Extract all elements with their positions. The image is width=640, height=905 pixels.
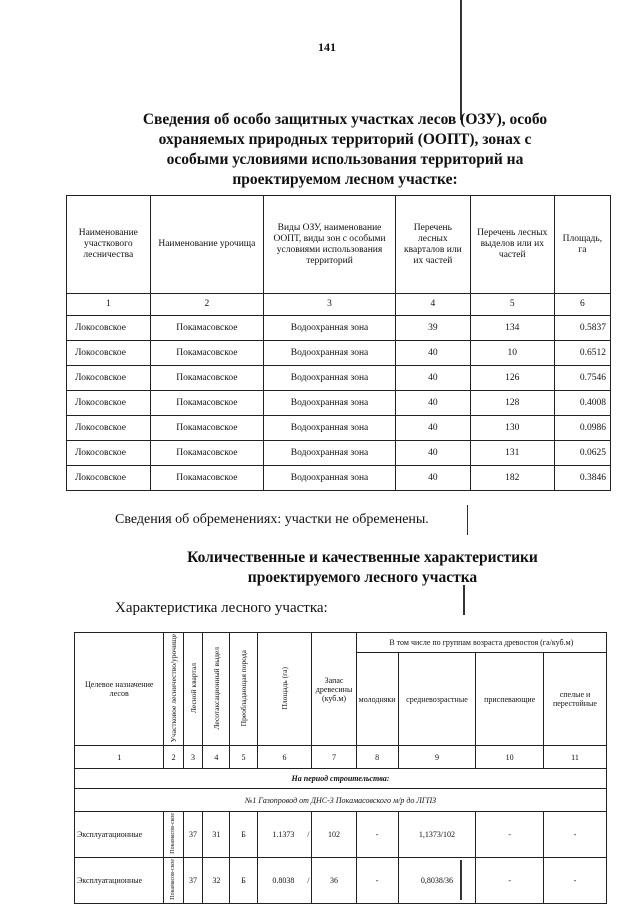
header-stock: Запас древесины (куб.м) — [312, 633, 356, 746]
cell-zone: Водоохранная зона — [264, 416, 396, 441]
protected-areas-table — [66, 195, 611, 491]
header-district: Участковое лесничество/урочище — [169, 634, 179, 743]
table-row — [67, 416, 611, 441]
table-row — [67, 366, 611, 391]
cell-district: Локосовское — [67, 391, 151, 416]
cell-young: - — [356, 812, 398, 858]
title-characteristics: Количественные и качественные характеристики проектируемого лесного участка — [187, 549, 538, 586]
encumbrance-note: Сведения об обременениях: участки не обременены. — [115, 512, 429, 527]
cell-area: 0.5837 — [554, 316, 610, 341]
table-row — [75, 858, 607, 904]
table-row — [67, 466, 611, 491]
cell-vydel: 128 — [470, 391, 554, 416]
col-number: 10 — [476, 746, 544, 769]
cell-middle: 0,8038/36 — [398, 858, 476, 904]
cell-mature: - — [543, 858, 606, 904]
header-vydel: Лесотаксационный выдел — [211, 646, 221, 730]
cell-tract: Покамасовское — [150, 466, 263, 491]
header-vydel: Перечень лесных выделов или их частей — [470, 196, 554, 294]
header-zone-type: Виды ОЗУ, наименование ООПТ, виды зон с особыми условиями использования территорий — [264, 196, 396, 294]
cell-district: Локосовское — [67, 416, 151, 441]
cell-area-sep: / — [307, 830, 310, 840]
cell-zone: Водоохранная зона — [264, 466, 396, 491]
cell-tract: Покамасовское — [150, 341, 263, 366]
cell-area: 0.4008 — [554, 391, 610, 416]
header-tract: Наименование урочища — [150, 196, 263, 294]
col-number: 4 — [203, 746, 230, 769]
cell-stock: 102 — [312, 812, 356, 858]
cell-tract: Покамасовское — [150, 366, 263, 391]
cell-kvartal: 37 — [183, 858, 202, 904]
cell-area-value: 0.8038 — [272, 875, 295, 885]
cell-vydel: 126 — [470, 366, 554, 391]
cell-district: Локосовское — [67, 366, 151, 391]
cell-vydel: 131 — [470, 441, 554, 466]
col-number: 5 — [230, 746, 257, 769]
header-age-groups: В том числе по группам возраста древостоя (га/куб.м) — [356, 633, 606, 653]
table-row — [67, 391, 611, 416]
cell-kvartal: 40 — [395, 341, 470, 366]
cell-vydel: 130 — [470, 416, 554, 441]
header-young: молодняки — [356, 652, 398, 745]
col-number: 1 — [67, 294, 151, 316]
cell-kvartal: 39 — [395, 316, 470, 341]
cell-young: - — [356, 858, 398, 904]
cell-area-value: 1.1373 — [272, 830, 295, 840]
col-number: 6 — [554, 294, 610, 316]
table-row — [67, 316, 611, 341]
scan-margin-line — [463, 585, 465, 615]
cell-breed: Б — [230, 812, 257, 858]
cell-vydel: 31 — [203, 812, 230, 858]
col-number: 8 — [356, 746, 398, 769]
cell-district: Покамасов-ское — [170, 859, 177, 900]
cell-area — [257, 812, 312, 858]
scan-margin-line — [460, 0, 462, 120]
col-number: 5 — [470, 294, 554, 316]
cell-tract: Покамасовское — [150, 416, 263, 441]
table-row — [75, 812, 607, 858]
cell-district: Локосовское — [67, 466, 151, 491]
cell-zone: Водоохранная зона — [264, 316, 396, 341]
col-number: 6 — [257, 746, 312, 769]
header-area: Площадь (га) — [280, 666, 289, 710]
cell-kvartal: 40 — [395, 416, 470, 441]
forest-plot-table — [74, 632, 607, 904]
header-area: Площадь, га — [554, 196, 610, 294]
characteristics-heading: Характеристика лесного участка: — [115, 600, 328, 616]
col-number: 4 — [395, 294, 470, 316]
cell-area: 0.7546 — [554, 366, 610, 391]
period-row: На период строительства: — [75, 769, 607, 789]
cell-district: Локосовское — [67, 441, 151, 466]
cell-area: 0.3846 — [554, 466, 610, 491]
page-number: 141 — [318, 40, 336, 54]
cell-kvartal: 37 — [183, 812, 202, 858]
cell-ripening: - — [476, 858, 544, 904]
cell-district: Локосовское — [67, 316, 151, 341]
header-breed: Преобладающая порода — [238, 650, 248, 727]
cell-mature: - — [543, 812, 606, 858]
header-mature: спелые и перестойные — [543, 652, 606, 745]
cell-area: 0.6512 — [554, 341, 610, 366]
col-number: 1 — [75, 746, 164, 769]
col-number: 7 — [312, 746, 356, 769]
cell-purpose: Эксплуатационные — [75, 812, 164, 858]
cell-stock: 36 — [312, 858, 356, 904]
scan-margin-line — [467, 505, 468, 535]
cell-vydel: 10 — [470, 341, 554, 366]
header-kvartal: Лесной квартал — [188, 663, 198, 714]
object-row: №1 Газопровод от ДНС-3 Покамасовского м/р до ЛГПЗ — [75, 789, 607, 812]
cell-vydel: 32 — [203, 858, 230, 904]
cell-middle: 1,1373/102 — [398, 812, 476, 858]
col-number: 2 — [150, 294, 263, 316]
cell-breed: Б — [230, 858, 257, 904]
cell-vydel: 134 — [470, 316, 554, 341]
header-kvartal: Перечень лесных кварталов или их частей — [395, 196, 470, 294]
table-row — [67, 341, 611, 366]
header-purpose: Целевое назначение лесов — [75, 633, 164, 746]
col-number: 3 — [264, 294, 396, 316]
cell-kvartal: 40 — [395, 391, 470, 416]
cell-district: Покамасов-ское — [170, 813, 177, 855]
col-number: 9 — [398, 746, 476, 769]
cell-tract: Покамасовское — [150, 391, 263, 416]
cell-area — [257, 858, 312, 904]
table-row — [67, 441, 611, 466]
col-number: 11 — [543, 746, 606, 769]
cell-vydel: 182 — [470, 466, 554, 491]
cell-area-sep: / — [307, 875, 310, 885]
col-number: 2 — [164, 746, 183, 769]
cell-tract: Покамасовское — [150, 316, 263, 341]
cell-tract: Покамасовское — [150, 441, 263, 466]
cell-district: Локосовское — [67, 341, 151, 366]
cell-zone: Водоохранная зона — [264, 391, 396, 416]
cell-kvartal: 40 — [395, 441, 470, 466]
cell-area: 0.0625 — [554, 441, 610, 466]
cell-purpose: Эксплуатационные — [75, 858, 164, 904]
header-district: Наименование участкового лесничества — [67, 196, 151, 294]
cell-kvartal: 40 — [395, 466, 470, 491]
title-protected-areas: Сведения об особо защитных участках лесов (ОЗУ), особо охраняемых природных территорий (ООПТ), зонах с особыми условиями использования территорий на проектируемом лесном участке: — [142, 111, 548, 188]
cell-zone: Водоохранная зона — [264, 341, 396, 366]
cell-zone: Водоохранная зона — [264, 441, 396, 466]
cell-ripening: - — [476, 812, 544, 858]
cell-area: 0.0986 — [554, 416, 610, 441]
header-middle: средневозрастные — [398, 652, 476, 745]
col-number: 3 — [183, 746, 202, 769]
cell-kvartal: 40 — [395, 366, 470, 391]
header-ripening: приспевающие — [476, 652, 544, 745]
cell-zone: Водоохранная зона — [264, 366, 396, 391]
